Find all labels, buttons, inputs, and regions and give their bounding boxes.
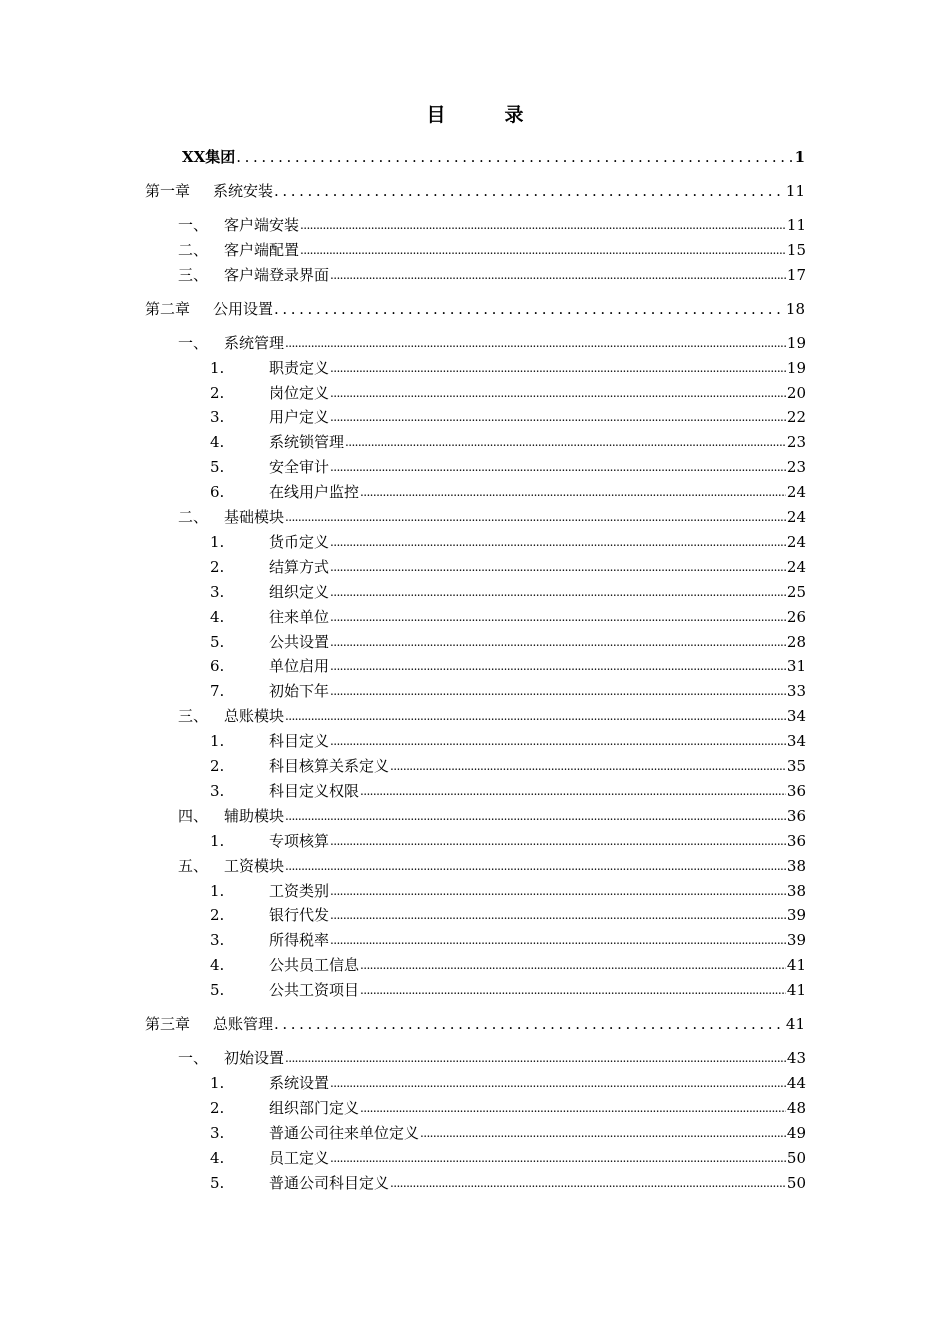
toc-entry[interactable] — [210, 1148, 806, 1168]
toc-entry-title: 职责定义 — [269, 359, 330, 377]
toc-dot-leader — [360, 781, 786, 801]
toc-entry-title: 货币定义 — [269, 533, 330, 551]
toc-dot-leader — [360, 482, 786, 502]
toc-entry[interactable] — [210, 632, 806, 652]
toc-dot-leader — [330, 532, 786, 552]
toc-entry-number: 五、 — [178, 857, 209, 875]
toc-entry-title: 系统设置 — [269, 1074, 330, 1092]
toc-entry-number: 1. — [210, 882, 225, 900]
toc-page-number: 35 — [786, 757, 806, 775]
toc-entry[interactable] — [210, 781, 806, 801]
toc-entry[interactable] — [210, 756, 806, 776]
toc-dot-leader — [390, 1173, 786, 1193]
toc-entry-title: 科目定义权限 — [269, 782, 360, 800]
toc-page-number: 22 — [786, 408, 806, 426]
toc-entry[interactable] — [210, 831, 806, 851]
toc-entry-title: 总账管理 — [213, 1015, 274, 1033]
toc-entry[interactable] — [182, 147, 805, 167]
toc-entry-number: 4. — [210, 608, 225, 626]
toc-dot-leader — [285, 1048, 786, 1068]
toc-dot-leader — [330, 383, 786, 403]
toc-entry-number: 5. — [210, 981, 225, 999]
toc-page-number: 43 — [786, 1049, 806, 1067]
toc-entry[interactable] — [210, 980, 806, 1000]
toc-entry-number: 7. — [210, 682, 225, 700]
toc-page-number: 39 — [786, 906, 806, 924]
toc-entry[interactable] — [210, 557, 806, 577]
toc-entry-title: 工资类别 — [269, 882, 330, 900]
toc-entry-number: 6. — [210, 483, 225, 501]
toc-entry[interactable] — [210, 955, 806, 975]
toc-page-number: 49 — [786, 1124, 806, 1142]
toc-dot-leader — [330, 731, 786, 751]
toc-page-number: 24 — [786, 533, 806, 551]
toc-entry-number: 一、 — [178, 216, 209, 234]
toc-entry-number: 2. — [210, 558, 225, 576]
toc-page-number: 36 — [786, 782, 806, 800]
toc-dot-leader — [330, 681, 786, 701]
toc-entry-number: 4. — [210, 956, 225, 974]
toc-dot-leader — [236, 147, 793, 167]
toc-entry-number: 3. — [210, 583, 225, 601]
toc-dot-leader — [330, 831, 786, 851]
toc-entry-number: 第三章 — [145, 1015, 191, 1033]
toc-entry-title: 系统安装 — [213, 182, 274, 200]
toc-entry-number: 1. — [210, 533, 225, 551]
toc-entry-title: 组织定义 — [269, 583, 330, 601]
toc-entry-number: 3. — [210, 931, 225, 949]
toc-entry[interactable] — [210, 930, 806, 950]
toc-dot-leader — [330, 930, 786, 950]
toc-entry-title: 专项核算 — [269, 832, 330, 850]
toc-entry-title: 初始下年 — [269, 682, 330, 700]
toc-page-number: 11 — [785, 182, 805, 200]
toc-entry-number: 1. — [210, 1074, 225, 1092]
toc-entry-number: 5. — [210, 1174, 225, 1192]
toc-dot-leader — [330, 632, 786, 652]
toc-entry-title: 工资模块 — [224, 857, 285, 875]
toc-page-number: 39 — [786, 931, 806, 949]
toc-entry-number: 第一章 — [145, 182, 191, 200]
toc-page-number: 44 — [786, 1074, 806, 1092]
toc-dot-leader — [330, 656, 786, 676]
toc-entry-title: 安全审计 — [269, 458, 330, 476]
toc-entry-title: XX集团 — [182, 148, 236, 166]
toc-entry-number: 2. — [210, 384, 225, 402]
toc-entry[interactable] — [210, 407, 806, 427]
toc-entry[interactable] — [210, 607, 806, 627]
toc-entry[interactable] — [210, 905, 806, 925]
toc-entry[interactable] — [178, 806, 806, 826]
toc-entry-number: 一、 — [178, 1049, 209, 1067]
toc-page-number: 41 — [786, 956, 806, 974]
toc-page-number: 11 — [786, 216, 806, 234]
toc-entry-number: 5. — [210, 458, 225, 476]
toc-entry-title: 在线用户监控 — [269, 483, 360, 501]
toc-entry[interactable] — [178, 215, 806, 235]
toc-entry[interactable] — [210, 656, 806, 676]
toc-entry[interactable] — [178, 856, 806, 876]
toc-page-number: 33 — [786, 682, 806, 700]
toc-page-number: 34 — [786, 732, 806, 750]
toc-dot-leader — [330, 457, 786, 477]
toc-entry-title: 公共工资项目 — [269, 981, 360, 999]
toc-entry-title: 组织部门定义 — [269, 1099, 360, 1117]
toc-entry[interactable] — [210, 383, 806, 403]
toc-entry-title: 基础模块 — [224, 508, 285, 526]
toc-entry-number: 4. — [210, 433, 225, 451]
toc-entry-title: 公共员工信息 — [269, 956, 360, 974]
toc-entry[interactable] — [145, 181, 805, 201]
toc-entry-title: 科目定义 — [269, 732, 330, 750]
toc-entry-title: 所得税率 — [269, 931, 330, 949]
toc-dot-leader — [274, 299, 785, 319]
toc-dot-leader — [330, 1148, 786, 1168]
toc-page-number: 23 — [786, 433, 806, 451]
toc-entry-number: 2. — [210, 1099, 225, 1117]
toc-dot-leader — [330, 905, 786, 925]
toc-entry-title: 初始设置 — [224, 1049, 285, 1067]
toc-dot-leader — [330, 407, 786, 427]
toc-entry-title: 员工定义 — [269, 1149, 330, 1167]
toc-page-number: 36 — [786, 807, 806, 825]
toc-entry-title: 科目核算关系定义 — [269, 757, 390, 775]
toc-entry[interactable] — [178, 706, 806, 726]
toc-entry-number: 2. — [210, 757, 225, 775]
toc-entry-number: 3. — [210, 1124, 225, 1142]
toc-title: 目 录 — [426, 104, 544, 126]
toc-entry-title: 系统锁管理 — [269, 433, 345, 451]
toc-entry-number: 1. — [210, 359, 225, 377]
toc-page-number: 15 — [786, 241, 806, 259]
toc-entry-number: 3. — [210, 782, 225, 800]
toc-page-number: 34 — [786, 707, 806, 725]
toc-entry-title: 结算方式 — [269, 558, 330, 576]
toc-entry-title: 客户端登录界面 — [224, 266, 330, 284]
toc-dot-leader — [360, 955, 786, 975]
toc-dot-leader — [330, 607, 786, 627]
toc-entry-title: 客户端配置 — [224, 241, 300, 259]
toc-entry[interactable] — [210, 681, 806, 701]
toc-page-number: 31 — [786, 657, 806, 675]
toc-entry[interactable] — [210, 731, 806, 751]
toc-dot-leader — [300, 215, 786, 235]
toc-entry[interactable] — [178, 265, 806, 285]
toc-page-number: 19 — [786, 334, 806, 352]
toc-entry[interactable] — [210, 532, 806, 552]
toc-dot-leader — [420, 1123, 786, 1143]
toc-page-number: 36 — [786, 832, 806, 850]
toc-dot-leader — [330, 557, 786, 577]
toc-entry-title: 用户定义 — [269, 408, 330, 426]
toc-entry[interactable] — [210, 457, 806, 477]
toc-dot-leader — [285, 333, 786, 353]
toc-dot-leader — [360, 980, 786, 1000]
toc-dot-leader — [274, 181, 785, 201]
toc-entry[interactable] — [210, 1173, 806, 1193]
toc-dot-leader — [274, 1014, 785, 1034]
toc-entry[interactable] — [210, 1098, 806, 1118]
toc-entry-title: 普通公司往来单位定义 — [269, 1124, 420, 1142]
toc-page-number: 41 — [785, 1015, 805, 1033]
toc-entry-title: 总账模块 — [224, 707, 285, 725]
toc-dot-leader — [285, 706, 786, 726]
toc-dot-leader — [300, 240, 786, 260]
toc-entry[interactable] — [210, 881, 806, 901]
toc-entry-title: 银行代发 — [269, 906, 330, 924]
toc-page-number: 25 — [786, 583, 806, 601]
toc-page-number: 28 — [786, 633, 806, 651]
toc-entry-number: 5. — [210, 633, 225, 651]
toc-page-number: 23 — [786, 458, 806, 476]
toc-page-number: 26 — [786, 608, 806, 626]
toc-entry-title: 客户端安装 — [224, 216, 300, 234]
toc-dot-leader — [330, 881, 786, 901]
toc-entry-number: 4. — [210, 1149, 225, 1167]
toc-dot-leader — [330, 582, 786, 602]
toc-dot-leader — [390, 756, 786, 776]
toc-entry[interactable] — [145, 1014, 805, 1034]
toc-entry[interactable] — [210, 582, 806, 602]
toc-dot-leader — [330, 1073, 786, 1093]
toc-page-number: 24 — [786, 508, 806, 526]
toc-dot-leader — [345, 432, 786, 452]
toc-page-number: 20 — [786, 384, 806, 402]
toc-entry-number: 2. — [210, 906, 225, 924]
toc-entry[interactable] — [210, 358, 806, 378]
toc-page-number: 18 — [785, 300, 805, 318]
toc-page-number: 1 — [794, 148, 805, 166]
toc-dot-leader — [360, 1098, 786, 1118]
toc-page-number: 19 — [786, 359, 806, 377]
toc-entry-number: 四、 — [178, 807, 209, 825]
toc-dot-leader — [330, 265, 786, 285]
toc-dot-leader — [330, 358, 786, 378]
toc-entry-title: 系统管理 — [224, 334, 285, 352]
toc-entry[interactable] — [178, 240, 806, 260]
toc-entry[interactable] — [178, 333, 806, 353]
toc-page-number: 41 — [786, 981, 806, 999]
toc-entry[interactable] — [178, 507, 806, 527]
toc-page-number: 17 — [786, 266, 806, 284]
toc-page-number: 38 — [786, 882, 806, 900]
toc-entry-number: 1. — [210, 732, 225, 750]
toc-entry-number: 二、 — [178, 241, 209, 259]
toc-page-number: 24 — [786, 558, 806, 576]
toc-entry[interactable] — [210, 432, 806, 452]
toc-entry-title: 辅助模块 — [224, 807, 285, 825]
toc-entry-title: 公共设置 — [269, 633, 330, 651]
toc-entry-number: 3. — [210, 408, 225, 426]
toc-page-number: 48 — [786, 1099, 806, 1117]
toc-entry-number: 1. — [210, 832, 225, 850]
toc-dot-leader — [285, 507, 786, 527]
toc-page-number: 50 — [786, 1174, 806, 1192]
toc-entry[interactable] — [210, 1123, 806, 1143]
toc-entry-number: 6. — [210, 657, 225, 675]
toc-entry-title: 公用设置 — [213, 300, 274, 318]
toc-entry-number: 三、 — [178, 707, 209, 725]
toc-page-number: 24 — [786, 483, 806, 501]
toc-entry-number: 二、 — [178, 508, 209, 526]
toc-entry-title: 往来单位 — [269, 608, 330, 626]
toc-entry[interactable] — [178, 1048, 806, 1068]
toc-entry-title: 岗位定义 — [269, 384, 330, 402]
toc-entry[interactable] — [210, 482, 806, 502]
toc-dot-leader — [285, 856, 786, 876]
toc-dot-leader — [285, 806, 786, 826]
toc-entry-number: 三、 — [178, 266, 209, 284]
toc-entry-title: 普通公司科目定义 — [269, 1174, 390, 1192]
toc-entry-number: 一、 — [178, 334, 209, 352]
toc-entry-title: 单位启用 — [269, 657, 330, 675]
toc-entry[interactable] — [210, 1073, 806, 1093]
toc-entry-number: 第二章 — [145, 300, 191, 318]
toc-page-number: 38 — [786, 857, 806, 875]
toc-entry[interactable] — [145, 299, 805, 319]
toc-page-number: 50 — [786, 1149, 806, 1167]
